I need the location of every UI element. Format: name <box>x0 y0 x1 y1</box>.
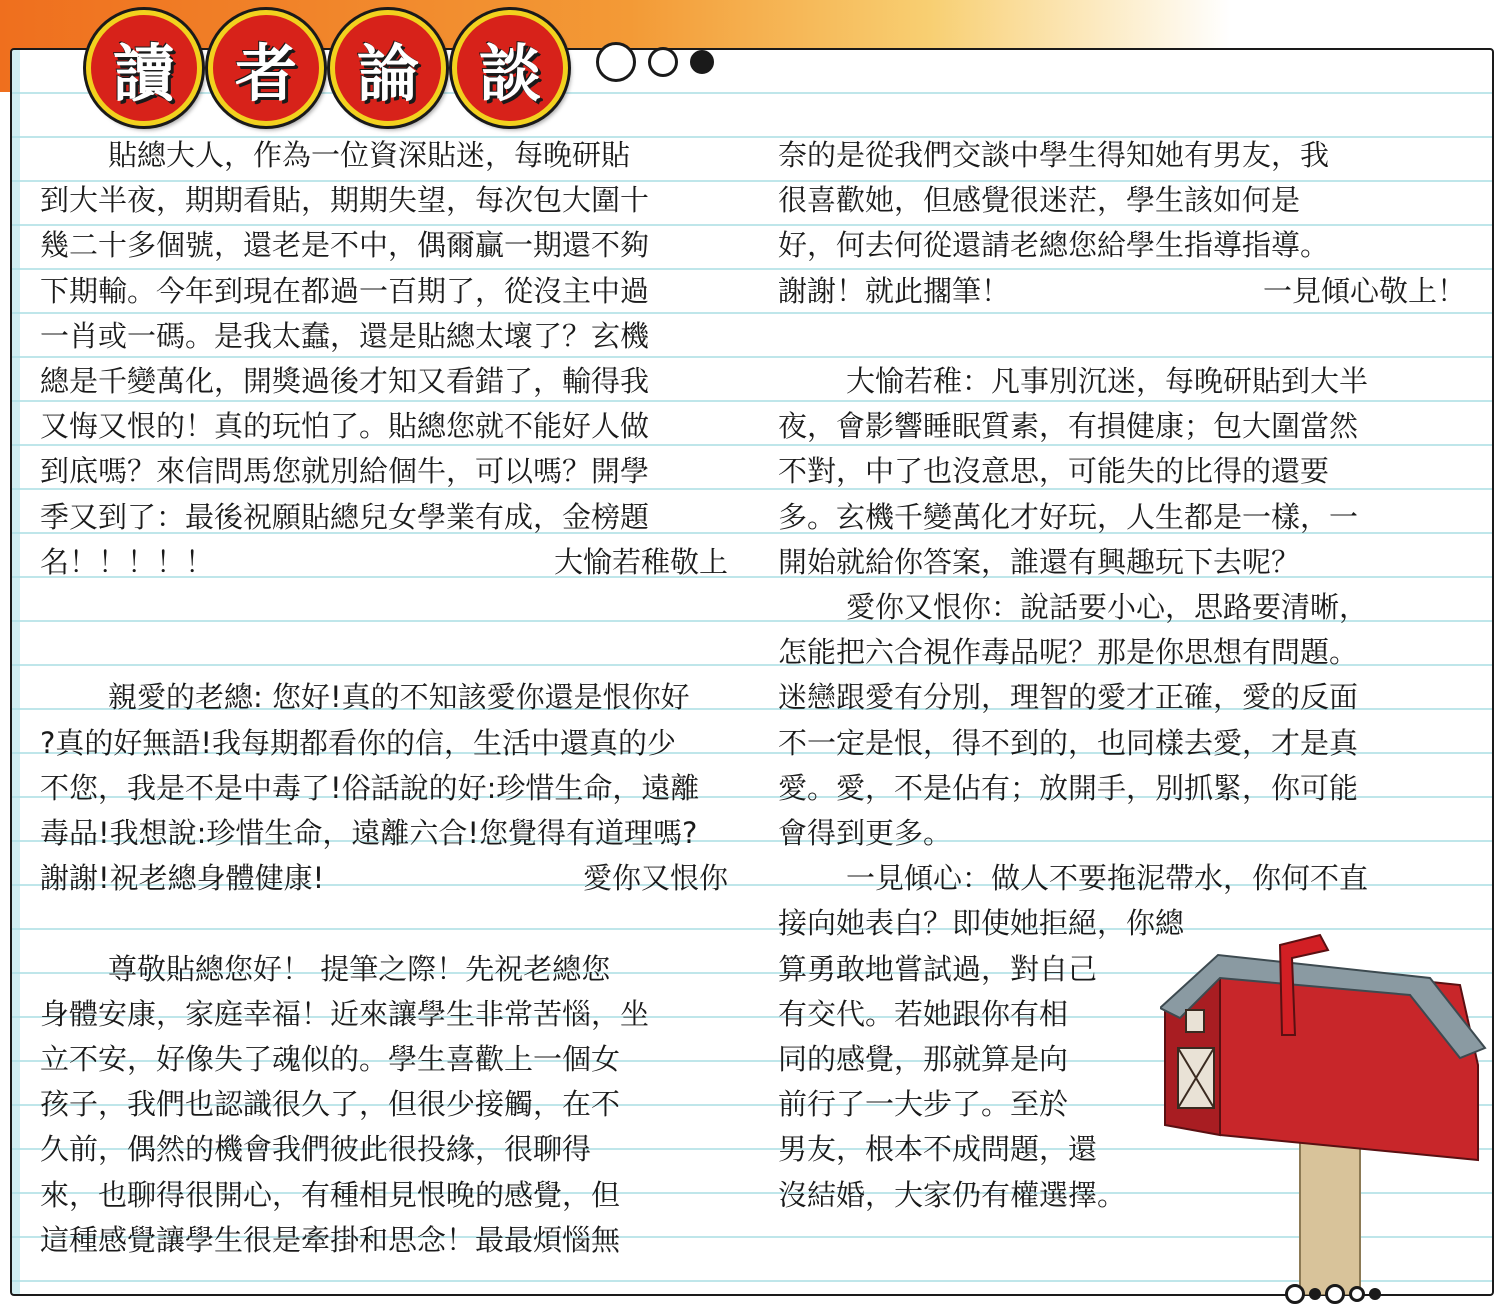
text-line: ?真的好無語!我每期都看你的信，生活中還真的少 <box>40 725 677 760</box>
left-column <box>40 133 728 1263</box>
text-line: 不一定是恨，得不到的，也同樣去愛，才是真 <box>778 725 1359 760</box>
mailbox-illustration <box>1160 930 1490 1295</box>
text-last: 謝謝！就此擱筆！ <box>778 273 1011 308</box>
text-line: 愛。愛，不是佔有；放開手，別抓緊，你可能 <box>778 770 1359 805</box>
text-line-last <box>40 856 728 901</box>
text-line: 一見傾心：做人不要拖泥帶水，你何不直 <box>846 861 1369 896</box>
small-circle-icon <box>1285 1284 1305 1304</box>
small-circle-icon <box>1325 1284 1345 1304</box>
text-line: 身體安康，家庭幸福！近來讓學生非常苦惱，坐 <box>40 996 650 1031</box>
text-line: 又悔又恨的！真的玩怕了。貼總您就不能好人做 <box>40 409 650 444</box>
text-last: 謝謝!祝老總身體健康! <box>40 861 325 896</box>
text-line: 奈的是從我們交談中學生得知她有男友，我 <box>778 138 1330 172</box>
text-line: 接向她表白？即使她拒絕，你總 <box>778 906 1185 941</box>
text-line: 很喜歡她，但感覺很迷茫，學生該如何是 <box>778 183 1301 218</box>
reply-1 <box>778 359 1466 585</box>
text-line: 開始就給你答案，誰還有興趣玩下去呢？ <box>778 544 1301 579</box>
footer-dots <box>1285 1284 1381 1304</box>
title-char-1: 讀 <box>86 10 202 126</box>
decorative-dots <box>596 42 714 82</box>
text-line: 多。玄機千變萬化才好玩，人生都是一樣，一 <box>778 499 1359 534</box>
text-line: 迷戀跟愛有分別，理智的愛才正確，愛的反面 <box>778 680 1359 715</box>
text-line: 到大半夜，期期看貼，期期失望，每次包大圍十 <box>40 183 650 218</box>
text-line: 來，也聊得很開心，有種相見恨晚的感覺，但 <box>40 1177 621 1212</box>
text-line: 幾二十多個號，還老是不中，偶爾贏一期還不夠 <box>40 228 650 263</box>
text-line: 一肖或一碼。是我太蠢，還是貼總太壞了？玄機 <box>40 318 650 353</box>
reply-2 <box>778 585 1466 856</box>
text-line: 大愉若稚：凡事別沉迷，每晚研貼到大半 <box>846 364 1369 398</box>
text-line: 會得到更多。 <box>778 816 953 851</box>
letter-2 <box>40 675 728 901</box>
filled-dot-icon <box>690 50 714 74</box>
text-line: 好，何去何從還請老總您給學生指導指導。 <box>778 228 1330 263</box>
text-line: 這種感覺讓學生很是牽掛和思念！最最煩惱無 <box>40 1222 621 1257</box>
text-line: 愛你又恨你：說話要小心，思路要清晰， <box>846 590 1369 625</box>
signature: 大愉若稚敬上 <box>553 544 728 579</box>
text-last: 名！！！！！ <box>40 544 215 579</box>
mailbox-post <box>1300 1125 1360 1295</box>
text-line: 沒結婚，大家仍有權選擇。 <box>778 1177 1127 1212</box>
filled-dot-icon <box>1309 1288 1321 1300</box>
text-line: 有交代。若她跟你有相 <box>778 996 1069 1031</box>
title-char-3: 論 <box>330 10 446 126</box>
text-line: 不您，我是不是中毒了!俗話說的好:珍惜生命，遠離 <box>40 770 700 805</box>
barn-window-icon <box>1186 1010 1204 1032</box>
text-line: 算勇敢地嘗試過，對自己 <box>778 951 1098 986</box>
title-char-4: 談 <box>452 10 568 126</box>
text-line: 前行了一大步了。至於 <box>778 1087 1069 1122</box>
filled-dot-icon <box>1369 1288 1381 1300</box>
text-line: 怎能把六合視作毒品呢？那是你思想有問題。 <box>778 635 1359 670</box>
signature: 一見傾心敬上！ <box>1262 273 1466 308</box>
text-line: 總是千變萬化，開獎過後才知又看錯了，輸得我 <box>40 364 650 399</box>
text-line: 孩子，我們也認識很久了，但很少接觸，在不 <box>40 1087 621 1122</box>
text-line-last <box>40 540 728 585</box>
letter-3-continued <box>778 133 1466 314</box>
text-line: 久前，偶然的機會我們彼此很投緣，很聊得 <box>40 1132 592 1167</box>
text-line: 男友，根本不成問題，還 <box>778 1132 1098 1167</box>
text-line: 立不安，好像失了魂似的。學生喜歡上一個女 <box>40 1042 621 1077</box>
large-circle-icon <box>596 42 636 82</box>
text-line: 親愛的老總: 您好!真的不知該愛你還是恨你好 <box>108 680 690 715</box>
text-line: 季又到了：最後祝願貼總兒女學業有成，金榜題 <box>40 499 650 534</box>
title-char-2: 者 <box>208 10 324 126</box>
text-line-last <box>778 269 1466 314</box>
text-line: 下期輸。今年到現在都過一百期了，從沒主中過 <box>40 273 650 308</box>
text-line: 尊敬貼總您好！ 提筆之際！先祝老總您 <box>108 951 611 986</box>
text-line: 到底嗎？來信問馬您就別給個牛，可以嗎？開學 <box>40 454 650 489</box>
text-line: 毒品!我想說:珍惜生命，遠離六合!您覺得有道理嗎? <box>40 816 698 851</box>
text-line: 貼總大人，作為一位資深貼迷，每晚研貼 <box>108 138 631 172</box>
letter-3 <box>40 947 728 1263</box>
letter-1 <box>40 133 728 585</box>
signature: 愛你又恨你 <box>582 861 728 896</box>
column-title <box>86 10 568 126</box>
small-circle-icon <box>648 47 678 77</box>
text-line: 夜，會影響睡眠質素，有損健康；包大圍當然 <box>778 409 1359 444</box>
text-line: 不對，中了也沒意思，可能失的比得的還要 <box>778 454 1330 489</box>
text-line: 同的感覺，那就算是向 <box>778 1042 1069 1077</box>
